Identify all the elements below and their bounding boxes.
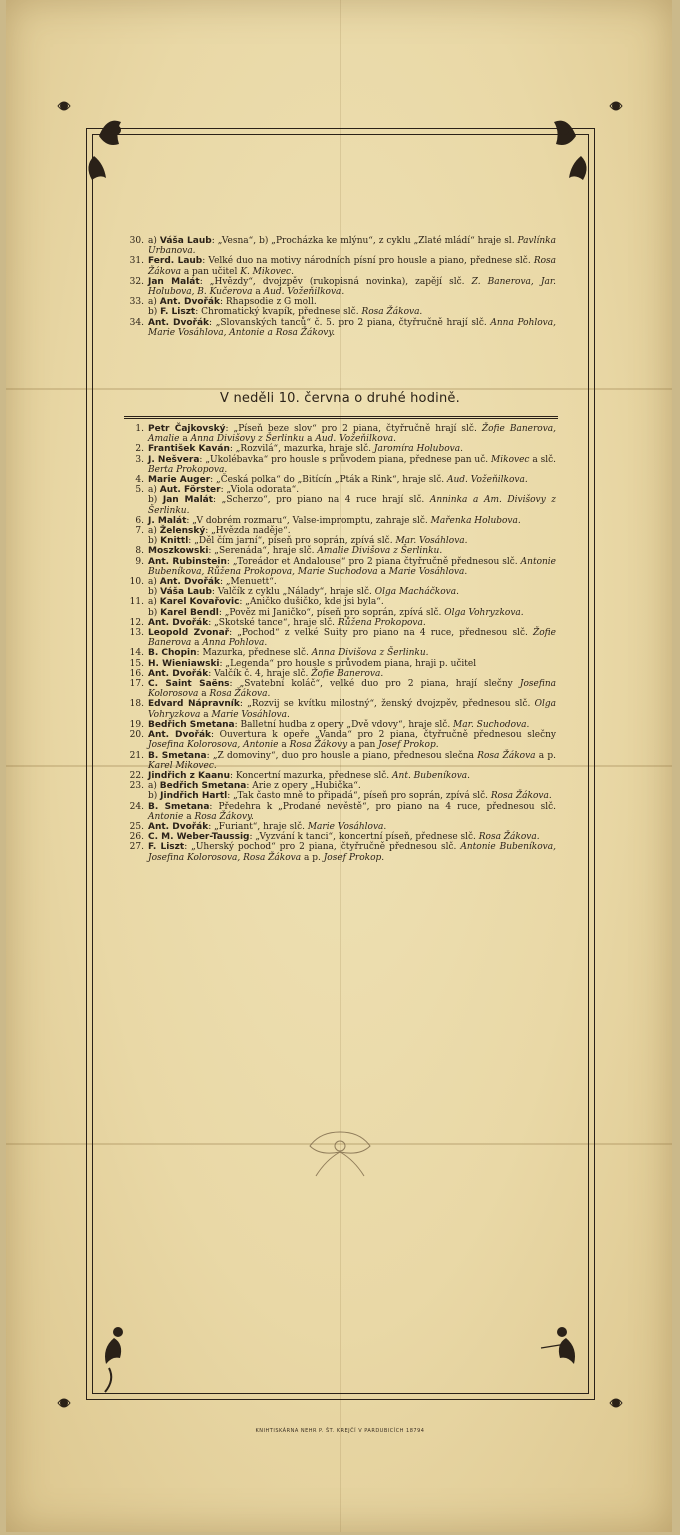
composer-name: Petr Čajkovský <box>148 424 226 434</box>
item-text <box>148 495 556 515</box>
item-text <box>148 659 556 669</box>
item-text <box>148 679 556 699</box>
description-text: : „Uherský pochod“ pro 2 piana, čtyřručně přednesou slč. <box>184 842 461 853</box>
performer-names: Olga Vohryzkova. <box>444 607 524 618</box>
composer-name: C. Saint Saëns <box>148 679 230 690</box>
composer-name: Jindřich Hartl <box>160 791 228 802</box>
composer-name: Váša Laub <box>159 236 212 246</box>
performer-names: Josef Prokop. <box>323 852 385 863</box>
item-text <box>148 475 556 485</box>
program-item <box>128 781 556 791</box>
program-item <box>128 444 556 454</box>
item-text <box>148 256 556 276</box>
description-text: : „Píseň beze slov“ pro 2 piana, čtyřručně hrají slč. <box>225 424 482 434</box>
performer-names: Rosa Žákovy. <box>194 811 254 822</box>
description-text: a) <box>148 577 160 588</box>
program-item <box>128 751 556 771</box>
description-text: : Valčík č. 4, hraje slč. <box>208 668 312 679</box>
composer-name: Bedřich Smetana <box>148 719 235 730</box>
performer-names: Antonie <box>148 811 184 822</box>
heading-rule <box>124 418 558 419</box>
description-text: : Mazurka, přednese slč. <box>196 648 312 659</box>
composer-name: Jan Malát <box>162 495 214 506</box>
performer-names: K. Mikovec. <box>240 266 294 277</box>
composer-name: Ant. Dvořák <box>148 317 210 328</box>
performer-names: Marie Vosáhlova. <box>388 566 468 577</box>
composer-name: F. Liszt <box>148 842 185 853</box>
performer-names: Anna Divišovy z Šerlinku <box>190 434 305 445</box>
description-text: : Chromatický kvapík, přednese slč. <box>195 307 362 318</box>
description-text: a) <box>148 297 160 308</box>
program-item <box>128 597 556 607</box>
description-text: a) <box>148 526 160 537</box>
performer-names: Jaromíra Holubova. <box>373 444 463 455</box>
performer-names: Ant. Bubeníkova. <box>392 770 471 781</box>
performer-names: Olga Macháčkova. <box>374 587 459 598</box>
center-vignette-ornament <box>292 1122 388 1184</box>
description-text: a p. <box>301 852 324 863</box>
program-item <box>128 720 556 730</box>
description-text: : „Ukolébavka“ pro housle s průvodem piana, přednese pan uč. <box>199 454 492 465</box>
item-number: 18. <box>129 699 144 710</box>
description-text: a <box>198 689 210 700</box>
performer-names: Rosa Žákova. <box>361 307 423 318</box>
description-text: a <box>278 740 290 751</box>
composer-name: Ferd. Laub <box>148 256 203 267</box>
program-item <box>128 424 556 444</box>
description-text: : „Menuett“. <box>220 577 277 588</box>
item-text <box>148 577 556 587</box>
program-item <box>128 608 556 618</box>
performer-names: Josefina Kolorosova, Antonie <box>148 740 279 751</box>
program-item <box>128 495 556 515</box>
item-number: 6. <box>135 515 144 526</box>
item-number: 12. <box>129 617 144 628</box>
description-text: : „Viola odorata“. <box>220 485 300 496</box>
heading-rule <box>124 416 558 417</box>
performer-names: Marie Vosáhlova. <box>307 821 387 832</box>
item-number: 31. <box>129 256 144 267</box>
performer-names: Antonie Bubeníkova, Josefina Kolorosova, Rosa Žákova <box>148 842 556 863</box>
item-number: 19. <box>129 719 144 730</box>
performer-names: Aud. Vožeňilkova. <box>263 287 345 298</box>
performer-names: Žofie Banerova, Amalie <box>148 424 557 445</box>
description-text: : „Furiant“, hraje slč. <box>208 821 308 832</box>
program-item <box>128 557 556 577</box>
item-number <box>128 587 148 597</box>
item-number: 9. <box>135 556 144 567</box>
performer-names: Žofie Banerova <box>148 628 556 649</box>
description-text: : „Česká polka“ do „Bitícín „Pták a Rink“, hraje slč. <box>210 475 447 486</box>
item-number: 27. <box>129 842 144 853</box>
composer-name: Ant. Dvořák <box>159 577 220 588</box>
description-text: : „Skotské tance“, hraje slč. <box>208 617 338 628</box>
performer-names: Rosa Žákova. <box>490 791 552 802</box>
description-text: : Koncertní mazurka, přednese slč. <box>230 770 393 781</box>
program-item <box>128 802 556 822</box>
composer-name: Jindřich z Kaanu <box>148 770 230 781</box>
item-text <box>148 297 556 307</box>
performer-names: Růžena Prokopova. <box>337 617 426 628</box>
item-text <box>148 842 556 862</box>
composer-name: Ant. Rubinstein <box>148 556 227 567</box>
description-text: : „Tak často mně to připadá“, píseň pro soprán, zpívá slč. <box>227 791 491 802</box>
composer-name: Leopold Zvonař <box>148 628 230 639</box>
composer-name: Bedřich Smetana <box>159 781 247 792</box>
item-number: 26. <box>129 832 144 843</box>
description-text: b) <box>148 495 163 506</box>
description-text: a <box>304 434 316 445</box>
program-item <box>128 577 556 587</box>
performer-names: Mar. Suchodova. <box>453 719 530 730</box>
item-number: 8. <box>135 546 144 557</box>
performer-names: Rosa Žákovy <box>289 740 348 751</box>
item-text <box>148 424 556 444</box>
description-text: b) <box>148 536 161 547</box>
item-text <box>148 526 556 536</box>
description-text: : „Hvězda naděje“. <box>205 526 291 537</box>
composer-name: Ant. Dvořák <box>148 668 209 679</box>
description-text: : „Toreádor et Andalouse“ pro 2 piana čtyřručně přednesou slč. <box>226 556 521 567</box>
item-text <box>148 720 556 730</box>
program-item <box>128 791 556 801</box>
program-item <box>128 475 556 485</box>
description-text: b) <box>148 791 161 802</box>
item-number: 2. <box>135 444 144 455</box>
description-text: : „Hvězdy“, dvojzpěv (rukopisná novinka), zapějí slč. <box>199 276 472 287</box>
item-text <box>148 485 556 495</box>
performer-names: Aud. Vožeňilkova. <box>315 434 397 445</box>
composer-name: H. Wieniawski <box>148 658 220 669</box>
item-text <box>148 587 556 597</box>
composer-name: Aut. Förster <box>159 485 221 496</box>
description-text: : „Vesna“, b) „Procházka ke mlýnu“, z cyklu „Zlaté mládí“ hraje sl. <box>211 236 518 246</box>
item-text <box>148 455 556 475</box>
program-item <box>128 771 556 781</box>
performer-names: Rosa Žákova <box>148 256 556 277</box>
description-text: a) <box>148 597 160 608</box>
item-text <box>148 236 556 256</box>
description-text: b) <box>148 587 161 598</box>
program-item <box>128 297 556 307</box>
composer-name: Ant. Dvořák <box>148 730 212 741</box>
item-number: 20. <box>129 730 144 741</box>
performer-names: Žofie Banerova. <box>311 668 384 679</box>
item-text <box>148 536 556 546</box>
composer-name: Váša Laub <box>160 587 212 598</box>
description-text: a <box>377 566 389 577</box>
item-text <box>148 648 556 658</box>
program-list-sunday <box>128 424 556 863</box>
composer-name: B. Chopin <box>148 648 197 659</box>
performer-names: Pavlínka Urbanova. <box>148 236 556 257</box>
composer-name: Ant. Dvořák <box>159 297 220 308</box>
program-item <box>128 648 556 658</box>
program-item <box>128 618 556 628</box>
item-number: 23. <box>129 781 144 792</box>
description-text: : „Legenda“ pro housle s průvodem piana, hraji p. učitel <box>219 658 477 669</box>
composer-name: J. Nešvera <box>148 454 200 465</box>
item-text <box>148 669 556 679</box>
performer-names: Mařenka Holubova. <box>430 515 521 526</box>
description-text: : „Pochod“ z velké Suity pro piano na 4 ruce, přednesou slč. <box>229 628 533 639</box>
program-item <box>128 485 556 495</box>
corner-ornament-bottom-right <box>536 1318 626 1413</box>
composer-name: Karel Kovařovic <box>159 597 240 608</box>
program-item <box>128 277 556 297</box>
item-text <box>148 618 556 628</box>
item-text <box>148 444 556 454</box>
performer-names: Josef Prokop. <box>378 740 439 751</box>
composer-name: C. M. Weber-Taussig <box>148 832 250 843</box>
composer-name: B. Smetana <box>148 801 210 812</box>
description-text: a p. <box>535 750 556 761</box>
description-text: a) <box>148 236 160 246</box>
description-text: a <box>179 434 191 445</box>
item-number: 7. <box>135 526 144 537</box>
composer-name: Ant. Dvořák <box>148 821 209 832</box>
composer-name: Jan Malát <box>148 276 200 287</box>
performer-names: Rosa Žákova <box>477 750 536 761</box>
performer-names: Josefina Kolorosova <box>148 679 556 700</box>
item-text <box>148 751 556 771</box>
item-text <box>148 277 556 297</box>
performer-names: Z. Banerova, Jar. Holubova, B. Kučerova <box>148 276 557 298</box>
composer-name: B. Smetana <box>148 750 207 761</box>
program-item <box>128 516 556 526</box>
program-item <box>128 832 556 842</box>
performer-names: Amalie Divišova z Šerlinku. <box>317 546 443 557</box>
performer-names: Rosa Žákova. <box>478 832 540 843</box>
description-text: : „Rozvij se kvítku milostný“, ženský dvojzpěv, přednesou slč. <box>239 699 535 710</box>
description-text: a <box>191 638 203 649</box>
description-text: : „Serenáda“, hraje slč. <box>208 546 318 557</box>
description-text: b) <box>148 307 161 318</box>
description-text: : „Z domoviny“, duo pro housle a piano, přednesou slečna <box>206 750 478 761</box>
composer-name: Edvard Nápravník <box>148 699 240 710</box>
item-number: 21. <box>129 750 144 761</box>
program-list-previous-day <box>128 236 556 338</box>
item-number: 17. <box>129 679 144 690</box>
description-text: a pan <box>347 740 379 751</box>
item-text <box>148 557 556 577</box>
description-text: a <box>183 811 195 822</box>
description-text: : „Pověz mi Janičko“, píseň pro soprán, zpívá slč. <box>218 607 445 618</box>
item-number: 32. <box>129 276 144 287</box>
description-text: : „Svatební koláč“, velké duo pro 2 piana, hrají slečny <box>229 679 520 690</box>
program-item <box>128 536 556 546</box>
program-item <box>128 256 556 276</box>
item-number <box>128 608 148 618</box>
description-text: a) <box>148 781 160 792</box>
description-text: : Arie z opery „Hubička“. <box>246 781 361 792</box>
item-text <box>148 546 556 556</box>
item-number: 5. <box>135 485 144 496</box>
program-item <box>128 307 556 317</box>
program-item <box>128 628 556 648</box>
program-item <box>128 526 556 536</box>
item-text <box>148 318 556 338</box>
item-number: 1. <box>135 424 144 434</box>
performer-names: Anna Pohlova, Marie Vosáhlova, Antonie a Rosa Žákovy. <box>148 317 556 338</box>
description-text: a) <box>148 485 160 496</box>
item-text <box>148 307 556 317</box>
performer-names: Marie Vosáhlova. <box>211 709 290 720</box>
item-number <box>128 307 148 317</box>
item-number <box>128 791 148 801</box>
item-text <box>148 822 556 832</box>
corner-ornament-bottom-left <box>54 1318 144 1413</box>
corner-ornament-top-right <box>536 96 626 191</box>
item-number: 10. <box>129 577 144 588</box>
composer-name: Karel Bendl <box>160 607 219 618</box>
item-number: 14. <box>129 648 144 659</box>
item-number: 25. <box>129 821 144 832</box>
composer-name: Moszkowski <box>148 546 209 557</box>
description-text: a <box>252 287 264 298</box>
description-text: : Valčík z cyklu „Nálady“, hraje slč. <box>211 587 375 598</box>
performer-names: Mar. Vosáhlova. <box>395 536 468 547</box>
item-number: 16. <box>129 668 144 679</box>
description-text: : „Rozvilá“, mazurka, hraje slč. <box>229 444 374 455</box>
program-item <box>128 455 556 475</box>
program-item <box>128 822 556 832</box>
performer-names: Mikovec <box>491 454 530 465</box>
program-item <box>128 669 556 679</box>
description-text: a slč. <box>529 454 556 465</box>
item-number: 11. <box>129 597 144 608</box>
performer-names: Anna Divišova z Šerlinku. <box>311 648 429 659</box>
performer-names: Rosa Žákova. <box>209 689 271 700</box>
description-text: : „Děl čím jarní“, píseň pro soprán, zpívá slč. <box>188 536 396 547</box>
description-text: a pan učitel <box>180 266 241 277</box>
program-item <box>128 679 556 699</box>
composer-name: J. Malát <box>148 515 187 526</box>
description-text: : „Slovanských tanců“ č. 5. pro 2 piana, čtyřručně hrají slč. <box>209 317 491 328</box>
printer-imprint: KNIHTISKÁRNA NEHR P. ŠT. KREJČÍ V PARDUBICÍCH 18794 <box>255 1428 425 1434</box>
performer-names: Anninka a Am. Divišovy z Šerlinku. <box>148 495 557 516</box>
composer-name: F. Liszt <box>160 307 196 318</box>
item-number: 15. <box>129 658 144 669</box>
item-number: 13. <box>129 628 144 639</box>
performer-names: Anna Pohlova. <box>202 638 268 649</box>
performer-names: Karel Mikovec. <box>148 760 217 771</box>
item-number <box>128 536 148 546</box>
composer-name: Ant. Dvořák <box>148 617 209 628</box>
item-text <box>148 781 556 791</box>
section-heading: V neděli 10. června o druhé hodině. <box>220 391 460 406</box>
description-text: : „Vyzvání k tanci“, koncertní píseň, přednese slč. <box>249 832 479 843</box>
program-item <box>128 236 556 256</box>
item-number: 33. <box>129 297 144 308</box>
program-item <box>128 659 556 669</box>
composer-name: František Kaván <box>148 444 230 455</box>
item-text <box>148 628 556 648</box>
description-text: b) <box>148 607 161 618</box>
description-text: : „Aničko dušičko, kde jsi byla“. <box>239 597 384 608</box>
description-text: : „V dobrém rozmaru“, Valse-impromptu, zahraje slč. <box>186 515 431 526</box>
item-text <box>148 597 556 607</box>
item-number: 30. <box>129 236 144 246</box>
program-item <box>128 699 556 719</box>
composer-name: Knittl <box>160 536 189 547</box>
description-text: : Předehra k „Prodané nevěstě“, pro piano na 4 ruce, přednesou slč. <box>209 801 557 812</box>
item-number: 4. <box>135 475 144 486</box>
item-text <box>148 516 556 526</box>
performer-names: Aud. Vožeňilkova. <box>447 475 528 486</box>
program-item <box>128 730 556 750</box>
item-number: 34. <box>129 317 144 328</box>
item-text <box>148 771 556 781</box>
description-text: : „Scherzo“, pro piano na 4 ruce hrají slč. <box>213 495 430 506</box>
program-item <box>128 842 556 862</box>
performer-names: Olga Vohryzkova <box>148 699 556 720</box>
program-item <box>128 318 556 338</box>
item-text <box>148 608 556 618</box>
item-number <box>128 495 148 515</box>
item-number: 24. <box>129 801 144 812</box>
composer-name: Marie Auger <box>148 475 211 486</box>
description-text: a <box>200 709 212 720</box>
item-number: 3. <box>135 454 144 465</box>
item-number: 22. <box>129 770 144 781</box>
description-text: : Rhapsodie z G moll. <box>220 297 317 308</box>
description-text: : Velké duo na motivy národních písní pro housle a piano, přednese slč. <box>202 256 534 267</box>
item-text <box>148 699 556 719</box>
item-text <box>148 802 556 822</box>
item-text <box>148 832 556 842</box>
item-text <box>148 730 556 750</box>
program-item <box>128 587 556 597</box>
program-item <box>128 546 556 556</box>
composer-name: Želenský <box>159 526 206 537</box>
performer-names: Antonie Bubeníkova, Růžena Prokopova, Marie Suchodova <box>148 556 557 577</box>
performer-names: Berta Prokopova. <box>148 464 228 475</box>
description-text: : Balletní hudba z opery „Dvě vdovy“, hraje slč. <box>234 719 454 730</box>
corner-ornament-top-left <box>54 96 144 191</box>
description-text: : Ouvertura k opeře „Vanda“ pro 2 piana, čtyřručně přednesou slečny <box>211 730 556 741</box>
item-text <box>148 791 556 801</box>
